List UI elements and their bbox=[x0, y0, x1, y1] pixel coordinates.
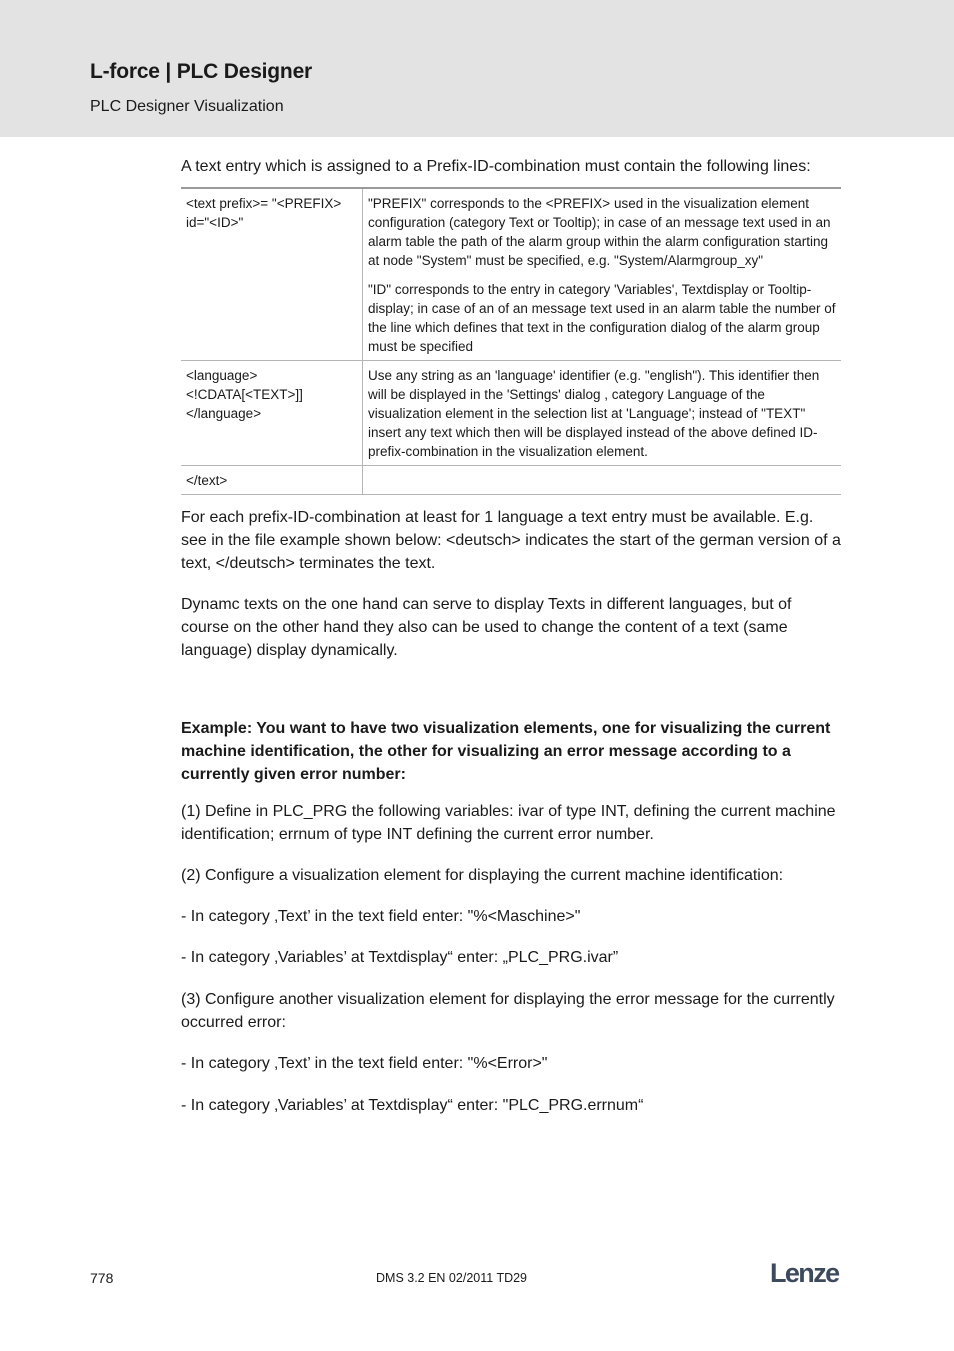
paragraph-dynamic-texts: Dynamc texts on the one hand can serve to display Texts in different languages, but of course on the other hand they also can be used to change the content of a text (same language) display dynamically. bbox=[181, 596, 792, 659]
step-3-variables: - In category ‚Variables’ at Textdisplay“ enter: "PLC_PRG.errnum“ bbox=[181, 1097, 644, 1114]
table-cell-syntax: <language> <!CDATA[<TEXT>]] </language> bbox=[181, 361, 363, 466]
lenze-logo-text: Lenze bbox=[770, 1258, 839, 1288]
table-cell-syntax: </text> bbox=[181, 466, 363, 495]
document-title: L-force | PLC Designer bbox=[90, 60, 313, 83]
step-3: (3) Configure another visualization element for displaying the error message for the currently occurred error: bbox=[181, 991, 835, 1031]
main-content bbox=[181, 155, 843, 1117]
paragraph-prefix-id: For each prefix-ID-combination at least for 1 language a text entry must be available. E.g. see in the file example shown below: <deutsch> indicates the start of the german version of a text, </deutsch> terminates the text. bbox=[181, 509, 841, 572]
page-number: 778 bbox=[90, 1270, 114, 1286]
table-cell-description bbox=[363, 466, 842, 495]
example-heading: Example: You want to have two visualization elements, one for visualizing the current machine identification, the other for visualizing an error message according to a currently given error number: bbox=[181, 720, 831, 783]
document-subtitle: PLC Designer Visualization bbox=[90, 98, 284, 115]
id-description: "ID" corresponds to the entry in category 'Variables', Textdisplay or Tooltip-display; in case of an of an message text used in an alarm table the number of the line which defines that text in the configuration dialog of the alarm group must be specified bbox=[368, 282, 836, 354]
text-entry-table bbox=[181, 187, 841, 495]
table-cell-description bbox=[363, 188, 842, 361]
language-description: Use any string as an 'language' identifier (e.g. "english"). This identifier then will be displayed in the 'Settings' dialog , category Language of the visualization element in the selection list at 'Language'; instead of "TEXT" insert any text which then will be displayed instead of the above defined ID-prefix-combination in the visualization element. bbox=[368, 368, 820, 459]
table-row bbox=[181, 466, 841, 495]
step-1: (1) Define in PLC_PRG the following variables: ivar of type INT, defining the current machine identification; errnum of type INT defining the current error number. bbox=[181, 803, 836, 843]
document-id: DMS 3.2 EN 02/2011 TD29 bbox=[376, 1271, 528, 1285]
step-2-text: - In category ‚Text’ in the text field enter: "%<Maschine>" bbox=[181, 908, 581, 925]
table-row bbox=[181, 188, 841, 361]
table-cell-syntax: <text prefix>= "<PREFIX> id="<ID>" bbox=[181, 188, 363, 361]
step-2-variables: - In category ‚Variables’ at Textdisplay“ enter: „PLC_PRG.ivar” bbox=[181, 949, 619, 966]
table-row bbox=[181, 361, 841, 466]
prefix-description: "PREFIX" corresponds to the <PREFIX> used in the visualization element configuration (category Text or Tooltip); in case of an message text used in an alarm table the path of the alarm group within the alarm configuration starting at node "System" must be specified, e.g. "System/Alarmgroup_xy" bbox=[368, 196, 831, 268]
lenze-logo bbox=[770, 1258, 850, 1288]
table-cell-description bbox=[363, 361, 842, 466]
intro-paragraph: A text entry which is assigned to a Prefix-ID-combination must contain the following lines: bbox=[181, 158, 811, 175]
step-2: (2) Configure a visualization element for displaying the current machine identification: bbox=[181, 867, 784, 884]
step-3-text: - In category ‚Text’ in the text field enter: "%<Error>" bbox=[181, 1055, 548, 1072]
